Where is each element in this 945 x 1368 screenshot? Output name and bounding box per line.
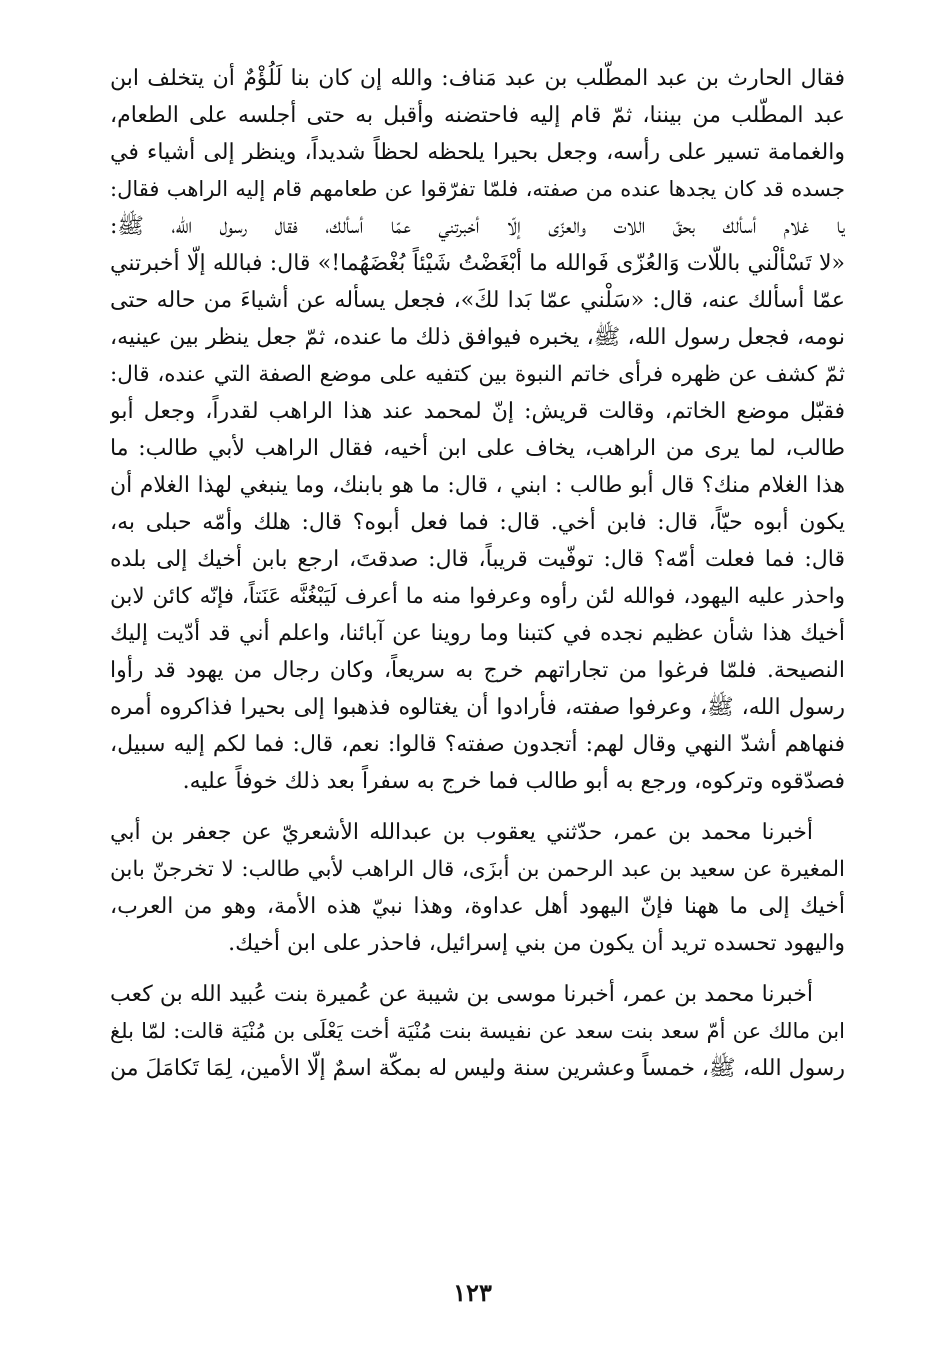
text-line: ابن مالك عن أمّ سعد بنت سعد عن نفيسة بنت مُنْيَة أخت يَعْلَى بن مُنْيَة قالت: لمّا بلغ	[110, 1019, 845, 1043]
text-line: والغمامة تسير على رأسه، وجعل بحيرا يلحظه لحظاً شديداً، وينظر إلى أشياء في	[110, 140, 845, 165]
paragraph-2	[110, 814, 845, 962]
text-line: يا غلام أسألك بحقّ اللات والعزّى إلّا أخبرتني عمّا أسألك، فقال رسول الله، ﷺ:	[110, 214, 845, 239]
text-line: يكون أبوه حيّاً، قال: فابن أخي. قال: فما فعل أبوه؟ قال: هلك وأمّه حبلى به،	[110, 510, 845, 535]
text-line: أخيك إلى ما ههنا فإنّ اليهود أهل عداوة، وهذا نبيّ هذه الأمة، وهو من العرب،	[110, 894, 845, 919]
page-number: ١٢٣	[453, 1278, 492, 1307]
text-line: رسول الله، ﷺ، وعرفوا صفته، فأرادوا أن يغتالوه فذهبوا إلى بحيرا فذاكروه أمره	[110, 695, 845, 720]
text-line: أخبرنا محمد بن عمر، حدّثني يعقوب بن عبدالله الأشعريّ عن جعفر بن أبي	[110, 820, 813, 845]
text-line: فقبّل موضع الخاتم، وقالت قريش: إنّ لمحمد عند هذا الراهب لقدراً، وجعل أبو	[110, 399, 845, 424]
text-line: عمّا أسألك عنه، قال: «سَلْني عمّا بَدا لكَ»، فجعل يسأله عن أشياءَ من حاله حتى	[110, 288, 845, 313]
text-line: هذا الغلام منك؟ قال أبو طالب : ابني ، قال: ما هو بابنك، وما ينبغي لهذا الغلام أن	[110, 473, 845, 498]
text-line: أخيك هذا شأن عظيم نجده في كتبنا وما روينا عن آبائنا، واعلم أني قد أدّيت إليك	[110, 621, 845, 646]
text-line: جسده قد كان يجدها عنده من صفته، فلمّا تفرّقوا عن طعامهم قام إليه الراهب فقال:	[110, 177, 845, 201]
text-line: فنهاهم أشدّ النهي وقال لهم: أتجدون صفته؟ قالوا: نعم، قال: فما لكم إليه سبيل،	[110, 732, 845, 757]
text-line: فصدّقوه وتركوه، ورجع به أبو طالب فما خرج به سفراً بعد ذلك خوفاً عليه.	[182, 769, 845, 794]
text-line: رسول الله، ﷺ، خمساً وعشرين سنة وليس له بمكّة اسمٌ إلّا الأمين، لِمَا تَكامَلَ من	[110, 1056, 845, 1081]
text-line: قال: فما فعلت أمّه؟ قال: توفّيت قريباً، قال: صدقتَ، ارجع بابن أخيك إلى بلده	[110, 547, 845, 572]
body-text	[110, 60, 845, 1087]
text-line: طالب، لما يرى من الراهب، يخاف على ابن أخيه، فقال الراهب لأبي طالب: ما	[110, 436, 845, 461]
text-line: عبد المطّلب من بيننا، ثمّ قام إليه فاحتضنه وأقبل به حتى أجلسه على الطعام،	[110, 103, 845, 128]
paragraph-3	[110, 976, 845, 1087]
text-line: ثمّ كشف عن ظهره فرأى خاتم النبوة بين كتفيه على موضع الصفة التي عنده، قال:	[110, 362, 845, 387]
text-line: النصيحة. فلمّا فرغوا من تجاراتهم خرج به سريعاً، وكان رجال من يهود قد رأوا	[110, 658, 845, 683]
paragraph-1	[110, 60, 845, 800]
text-line: نومه، فجعل رسول الله، ﷺ، يخبره فيوافق ذلك ما عنده، ثمّ جعل ينظر بين عينيه،	[110, 325, 845, 350]
text-line: أخبرنا محمد بن عمر، أخبرنا موسى بن شيبة عن عُميرة بنت عُبيد الله بن كعب	[110, 982, 813, 1007]
text-line: «لا تَسْألْني باللّات وَالعُزّى فَوالله ما أبْغَضْتُ شَيْئاً بُغْضَهُما!» قال: فبالله إلّا أخبرتني	[110, 251, 845, 276]
text-line: واحذر عليه اليهود، فوالله لئن رأوه وعرفوا منه ما أعرف لَيَبْغُنَّه عَنَتاً، فإنّه كائن لابن	[110, 584, 845, 609]
text-line: فقال الحارث بن عبد المطّلب بن عبد مَناف: والله إن كان بنا لَلُؤْمٌ أن يتخلف ابن	[110, 66, 845, 91]
text-line: المغيرة عن سعيد بن عبد الرحمن بن أبزَى، قال الراهب لأبي طالب: لا تخرجنّ بابن	[110, 857, 845, 882]
text-line: واليهود تحسده تريد أن يكون من بني إسرائيل، فاحذر على ابن أخيك.	[228, 931, 845, 956]
